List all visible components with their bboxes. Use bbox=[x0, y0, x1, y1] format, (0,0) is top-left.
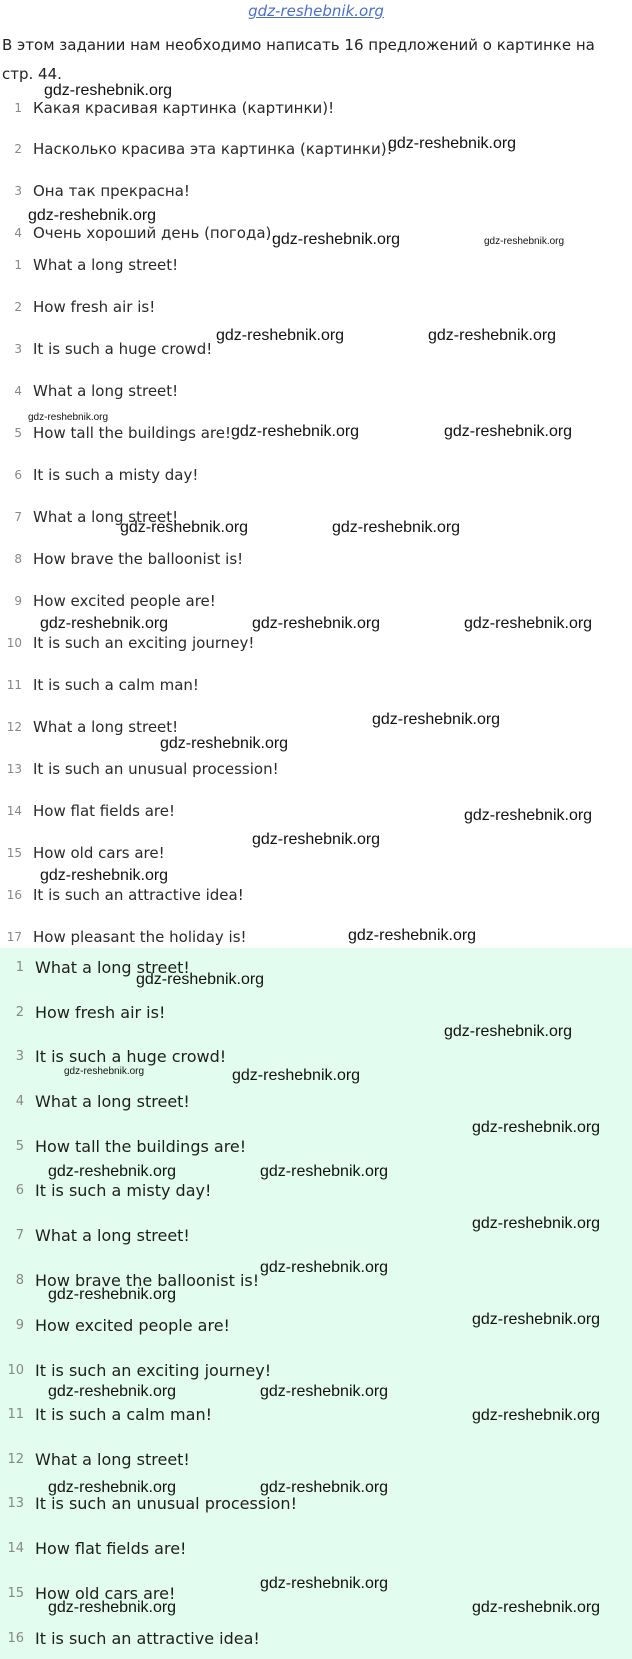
item-number: 9 bbox=[15, 1318, 24, 1333]
watermark: gdz-reshebnik.org bbox=[272, 231, 401, 248]
item-number: 11 bbox=[7, 1407, 24, 1422]
item-text: How excited people are! bbox=[33, 592, 216, 610]
item-text: What a long street! bbox=[35, 1092, 190, 1111]
watermark: gdz-reshebnik.org bbox=[260, 1163, 389, 1180]
item-text: How flat fields are! bbox=[33, 802, 176, 820]
watermark: gdz-reshebnik.org bbox=[40, 615, 169, 632]
item-text: How tall the buildings are! bbox=[33, 424, 231, 442]
watermark: gdz-reshebnik.org bbox=[232, 1067, 361, 1084]
item-text: What a long street! bbox=[33, 256, 179, 274]
watermark: gdz-reshebnik.org bbox=[260, 1575, 389, 1592]
item-text: It is such a misty day! bbox=[33, 466, 199, 484]
item-number: 4 bbox=[14, 384, 22, 398]
watermark: gdz-reshebnik.org bbox=[231, 423, 360, 440]
item-text: It is such a misty day! bbox=[35, 1181, 212, 1200]
item-number: 3 bbox=[15, 1049, 24, 1064]
watermark: gdz-reshebnik.org bbox=[464, 807, 593, 824]
watermark: gdz-reshebnik.org bbox=[160, 735, 289, 752]
watermark: gdz-reshebnik.org bbox=[216, 327, 345, 344]
item-number: 5 bbox=[14, 426, 22, 440]
item-text: How old cars are! bbox=[33, 844, 165, 862]
watermark: gdz-reshebnik.org bbox=[444, 1023, 573, 1040]
item-number: 11 bbox=[6, 678, 22, 692]
item-number: 2 bbox=[15, 1005, 24, 1020]
watermark: gdz-reshebnik.org bbox=[348, 927, 477, 944]
watermark: gdz-reshebnik.org bbox=[260, 1383, 389, 1400]
watermark: gdz-reshebnik.org bbox=[48, 1479, 177, 1496]
item-number: 1 bbox=[14, 101, 22, 115]
item-text: How tall the buildings are! bbox=[35, 1137, 247, 1156]
item-number: 10 bbox=[7, 1363, 24, 1378]
item-text: It is such an attractive idea! bbox=[33, 886, 244, 904]
item-number: 12 bbox=[7, 1452, 24, 1467]
watermark: gdz-reshebnik.org bbox=[48, 1599, 177, 1616]
watermark: gdz-reshebnik.org bbox=[444, 423, 573, 440]
item-number: 4 bbox=[14, 226, 22, 240]
item-text: Насколько красива эта картинка (картинки)! bbox=[33, 140, 393, 158]
item-number: 10 bbox=[6, 636, 22, 650]
item-text: How brave the balloonist is! bbox=[33, 550, 244, 568]
item-text: What a long street! bbox=[35, 958, 190, 977]
item-text: What a long street! bbox=[35, 1226, 190, 1245]
watermark: gdz-reshebnik.org bbox=[48, 1286, 177, 1303]
item-text: How excited people are! bbox=[35, 1316, 230, 1335]
watermark: gdz-reshebnik.org bbox=[260, 1479, 389, 1496]
item-number: 7 bbox=[15, 1228, 24, 1243]
watermark: gdz-reshebnik.org bbox=[388, 135, 517, 152]
item-number: 16 bbox=[7, 1631, 24, 1646]
item-text: How brave the balloonist is! bbox=[35, 1271, 260, 1290]
task-intro: В этом задании нам необходимо написать 16 предложений о картинке на стр. 44. bbox=[2, 36, 595, 83]
item-text: It is such a calm man! bbox=[33, 676, 199, 694]
watermark: gdz-reshebnik.org bbox=[136, 971, 265, 988]
watermark: gdz-reshebnik.org bbox=[372, 711, 501, 728]
watermark: gdz-reshebnik.org bbox=[472, 1407, 601, 1424]
item-text: It is such a calm man! bbox=[35, 1405, 212, 1424]
watermark: gdz-reshebnik.org bbox=[64, 1066, 145, 1077]
item-number: 12 bbox=[6, 720, 22, 734]
item-number: 5 bbox=[15, 1139, 24, 1154]
item-number: 1 bbox=[14, 258, 22, 272]
item-text: It is such a huge crowd! bbox=[33, 340, 213, 358]
item-number: 13 bbox=[7, 1496, 24, 1511]
item-number: 17 bbox=[6, 930, 22, 944]
item-number: 6 bbox=[14, 468, 22, 482]
item-number: 2 bbox=[14, 142, 22, 156]
watermark: gdz-reshebnik.org bbox=[428, 327, 557, 344]
watermark: gdz-reshebnik.org bbox=[44, 82, 173, 99]
item-text: It is such an exciting journey! bbox=[35, 1361, 272, 1380]
item-text: Какая красивая картинка (картинки)! bbox=[33, 99, 335, 117]
watermark: gdz-reshebnik.org bbox=[48, 1163, 177, 1180]
item-number: 15 bbox=[7, 1586, 24, 1601]
item-number: 8 bbox=[15, 1273, 24, 1288]
item-number: 7 bbox=[14, 510, 22, 524]
item-text: What a long street! bbox=[33, 508, 179, 526]
item-text: How pleasant the holiday is! bbox=[33, 928, 247, 946]
item-number: 3 bbox=[14, 184, 22, 198]
item-number: 3 bbox=[14, 342, 22, 356]
watermark: gdz-reshebnik.org bbox=[472, 1119, 601, 1136]
watermark: gdz-reshebnik.org bbox=[472, 1599, 601, 1616]
watermark: gdz-reshebnik.org bbox=[484, 236, 565, 247]
item-number: 9 bbox=[14, 594, 22, 608]
item-text: It is such an exciting journey! bbox=[33, 634, 255, 652]
item-number: 1 bbox=[15, 960, 24, 975]
item-text: How fresh air is! bbox=[33, 298, 156, 316]
watermark: gdz-reshebnik.org bbox=[48, 1383, 177, 1400]
watermark: gdz-reshebnik.org bbox=[332, 519, 461, 536]
item-number: 4 bbox=[15, 1094, 24, 1109]
item-number: 14 bbox=[6, 804, 22, 818]
item-number: 14 bbox=[7, 1541, 24, 1556]
watermark: gdz-reshebnik.org bbox=[464, 615, 593, 632]
item-text: It is such a huge crowd! bbox=[35, 1047, 227, 1066]
watermark: gdz-reshebnik.org bbox=[252, 615, 381, 632]
item-text: It is such an unusual procession! bbox=[33, 760, 279, 778]
watermark: gdz-reshebnik.org bbox=[40, 867, 169, 884]
site-header-link[interactable]: gdz-reshebnik.org bbox=[248, 2, 384, 20]
item-number: 6 bbox=[15, 1183, 24, 1198]
item-text: What a long street! bbox=[33, 718, 179, 736]
item-text: It is such an attractive idea! bbox=[35, 1629, 260, 1648]
item-number: 16 bbox=[6, 888, 22, 902]
watermark: gdz-reshebnik.org bbox=[472, 1311, 601, 1328]
item-text: How fresh air is! bbox=[35, 1003, 166, 1022]
watermark: gdz-reshebnik.org bbox=[28, 412, 109, 423]
item-number: 15 bbox=[6, 846, 22, 860]
watermark: gdz-reshebnik.org bbox=[252, 831, 381, 848]
item-text: What a long street! bbox=[33, 382, 179, 400]
item-text: It is such an unusual procession! bbox=[35, 1494, 297, 1513]
item-number: 8 bbox=[14, 552, 22, 566]
item-text: How flat fields are! bbox=[35, 1539, 187, 1558]
watermark: gdz-reshebnik.org bbox=[120, 519, 249, 536]
watermark: gdz-reshebnik.org bbox=[260, 1259, 389, 1276]
item-text: Она так прекрасна! bbox=[33, 182, 190, 200]
item-text: What a long street! bbox=[35, 1450, 190, 1469]
item-number: 2 bbox=[14, 300, 22, 314]
item-text: How old cars are! bbox=[35, 1584, 176, 1603]
watermark: gdz-reshebnik.org bbox=[28, 207, 157, 224]
watermark: gdz-reshebnik.org bbox=[472, 1215, 601, 1232]
item-text: Очень хороший день (погода). bbox=[33, 224, 277, 242]
item-number: 13 bbox=[6, 762, 22, 776]
